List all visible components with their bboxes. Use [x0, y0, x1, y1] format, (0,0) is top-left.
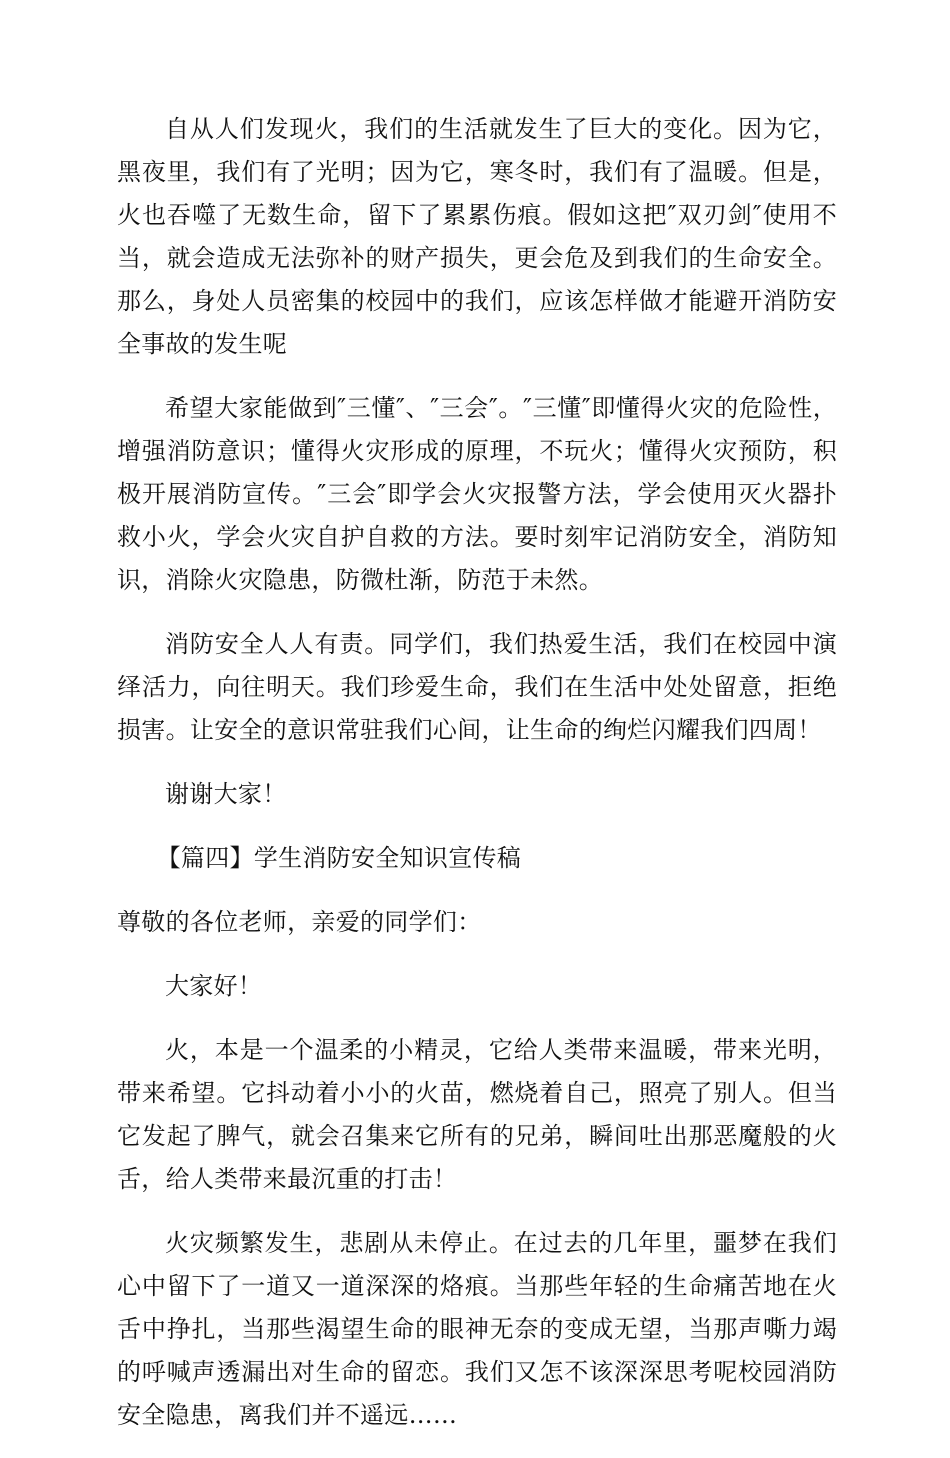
greeting: 大家好！: [165, 972, 263, 1000]
document-body: [117, 108, 837, 1458]
paragraph-thanks: 谢谢大家！: [165, 780, 287, 808]
paragraph-fire-changes-life: 自从人们发现火，我们的生活就发生了巨大的变化。因为它，黑夜里，我们有了光明；因为它，寒冬时，我们有了温暖。但是，火也吞噬了无数生命，留下了累累伤痕。假如这把″双刃剑″使用不当，就会造成无法弥补的财产损失，更会危及到我们的生命安全。那么，身处人员密集的校园中的我们，应该怎样做才能避开消防安全事故的发生呢: [117, 115, 837, 358]
paragraph-frequent-fires: 火灾频繁发生，悲剧从未停止。在过去的几年里，噩梦在我们心中留下了一道又一道深深的烙痕。当那些年轻的生命痛苦地在火舌中挣扎，当那些渴望生命的眼神无奈的变成无望，当那声嘶力竭的呼喊声透漏出对生命的留恋。我们又怎不该深深思考呢校园消防安全隐患，离我们并不遥远……: [117, 1229, 837, 1429]
section-heading: 【篇四】学生消防安全知识宣传稿: [156, 844, 522, 872]
paragraph-safety-responsibility: 消防安全人人有责。同学们，我们热爱生活，我们在校园中演绎活力，向往明天。我们珍爱生命，我们在生活中处处留意，拒绝损害。让安全的意识常驻我们心间，让生命的绚烂闪耀我们四周！: [117, 630, 837, 744]
paragraph-three-understand-three-know: 希望大家能做到″三懂″、″三会″。″三懂″即懂得火灾的危险性，增强消防意识；懂得火灾形成的原理，不玩火；懂得火灾预防，积极开展消防宣传。″三会″即学会火灾报警方法，学会使用灭火器扑救小火，学会火灾自护自救的方法。要时刻牢记消防安全，消防知识，消除火灾隐患，防微杜渐，防范于未然。: [117, 394, 837, 594]
paragraph-fire-spirit: 火，本是一个温柔的小精灵，它给人类带来温暖，带来光明，带来希望。它抖动着小小的火苗，燃烧着自己，照亮了别人。但当它发起了脾气，就会召集来它所有的兄弟，瞬间吐出那恶魔般的火舌，给人类带来最沉重的打击！: [117, 1036, 837, 1193]
salutation: 尊敬的各位老师，亲爱的同学们：: [117, 908, 482, 936]
